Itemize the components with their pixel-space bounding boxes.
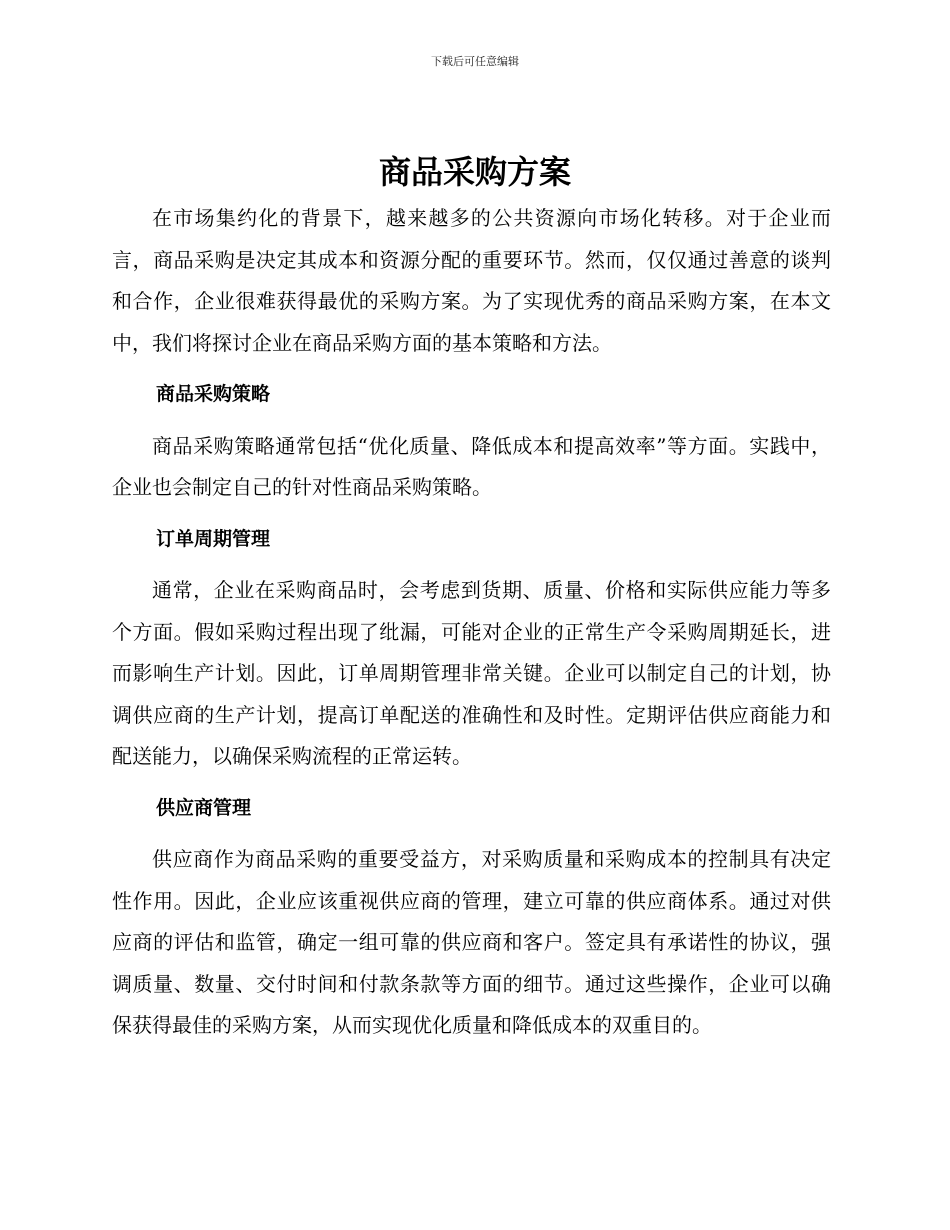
page-header-note: 下载后可任意编辑 (431, 55, 519, 68)
document-body (112, 198, 831, 1047)
document-title: 商品采购方案 (378, 153, 571, 191)
section-body-order-cycle: 通常，企业在采购商品时，会考虑到货期、质量、价格和实际供应能力等多个方面。假如采购过程出现了纰漏，可能对企业的正常生产令采购周期延长，进而影响生产计划。因此，订单周期管理非常关键。企业可以制定自己的计划，协调供应商的生产计划，提高订单配送的准确性和及时性。定期评估供应商能力和配送能力，以确保采购流程的正常运转。 (112, 578, 831, 768)
section-heading-procurement-strategy: 商品采购策略 (156, 383, 271, 405)
section-body-procurement-strategy: 商品采购策略通常包括“优化质量、降低成本和提高效率”等方面。实践中，企业也会制定自己的针对性商品采购策略。 (112, 433, 831, 499)
intro-paragraph: 在市场集约化的背景下，越来越多的公共资源向市场化转移。对于企业而言，商品采购是决定其成本和资源分配的重要环节。然而，仅仅通过善意的谈判和合作，企业很难获得最优的采购方案。为了实现优秀的商品采购方案，在本文中，我们将探讨企业在商品采购方面的基本策略和方法。 (112, 206, 831, 355)
section-body-supplier-management: 供应商作为商品采购的重要受益方，对采购质量和采购成本的控制具有决定性作用。因此，企业应该重视供应商的管理，建立可靠的供应商体系。通过对供应商的评估和监管，确定一组可靠的供应商和客户。签定具有承诺性的协议，强调质量、数量、交付时间和付款条款等方面的细节。通过这些操作，企业可以确保获得最佳的采购方案，从而实现优化质量和降低成本的双重目的。 (112, 847, 831, 1037)
section-heading-supplier-management: 供应商管理 (156, 796, 252, 819)
section-heading-order-cycle: 订单周期管理 (156, 527, 271, 550)
